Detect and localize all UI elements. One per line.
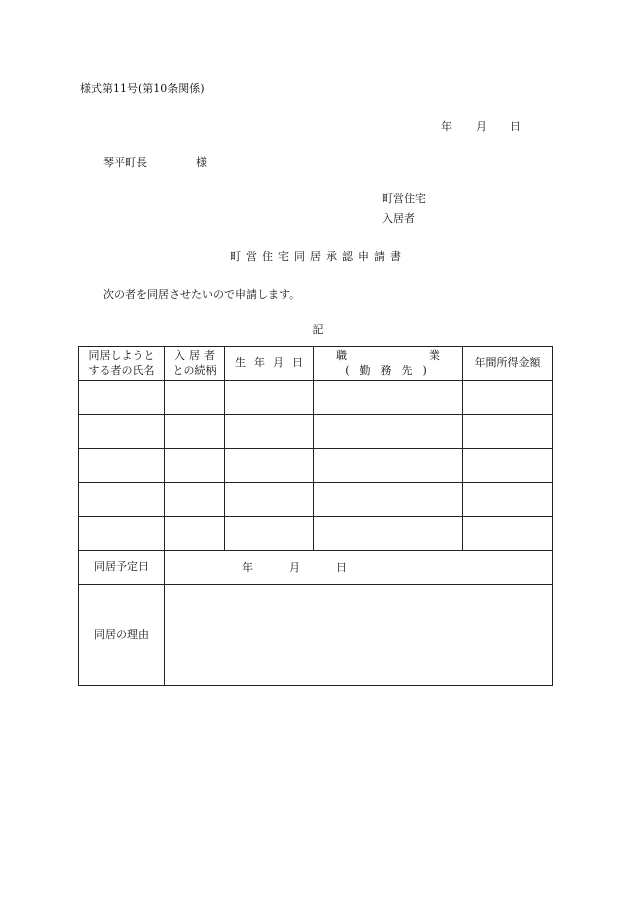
cell-relationship[interactable] [165,381,225,415]
cell-birthdate[interactable] [225,517,314,551]
header-birthdate [225,347,314,381]
applicant-label-line1: 町営住宅 [382,192,426,205]
form-number: 様式第11号(第10条関係) [80,82,205,95]
date-year-label: 年 [441,120,452,133]
cell-occupation[interactable] [314,381,463,415]
cell-birthdate[interactable] [225,483,314,517]
ki-marker: 記 [312,323,324,336]
schedule-year-label: 年 [242,561,253,574]
header-occupation-a: 職 [336,348,347,362]
header-relationship [165,347,225,381]
cell-birthdate[interactable] [225,381,314,415]
table-row [79,517,553,551]
cell-occupation[interactable] [314,415,463,449]
cell-income[interactable] [463,381,553,415]
application-table [78,346,553,686]
applicant-label-line2: 入居者 [382,212,415,225]
schedule-label: 同居予定日 [79,551,165,585]
cell-income[interactable] [463,415,553,449]
cell-birthdate[interactable] [225,449,314,483]
table-row [79,483,553,517]
cell-birthdate[interactable] [225,415,314,449]
cell-income[interactable] [463,483,553,517]
cell-relationship[interactable] [165,483,225,517]
addressee: 琴平町長 [103,156,147,169]
document-title: 町営住宅同居承認申請書 [230,250,406,263]
header-cohabitant-name [79,347,165,381]
header-relationship-line1: 入居者 [174,348,219,362]
cell-relationship[interactable] [165,449,225,483]
cell-occupation[interactable] [314,483,463,517]
header-occupation-b: 業 [429,348,440,362]
date-month-label: 月 [476,120,487,133]
table-row [79,381,553,415]
schedule-month-label: 月 [289,561,300,574]
table-row [79,415,553,449]
header-workplace: (勤務先) [345,363,437,377]
reason-label: 同居の理由 [79,585,165,686]
header-birthdate-label: 生年月日 [235,356,311,370]
cell-name[interactable] [79,381,165,415]
date-day-label: 日 [510,120,521,133]
reason-row [79,585,553,686]
header-cohabitant-name-line2: する者の氏名 [88,363,155,377]
cell-income[interactable] [463,517,553,551]
schedule-day-label: 日 [336,561,347,574]
cell-name[interactable] [79,415,165,449]
schedule-row [79,551,553,585]
table-header-row [79,347,553,381]
intro-text: 次の者を同居させたいので申請します。 [103,288,301,301]
cell-income[interactable] [463,449,553,483]
table-row [79,449,553,483]
schedule-date-field[interactable] [165,551,553,585]
cell-name[interactable] [79,449,165,483]
header-occupation [314,347,463,381]
cell-name[interactable] [79,517,165,551]
cell-name[interactable] [79,483,165,517]
reason-field[interactable] [165,585,553,686]
cell-relationship[interactable] [165,517,225,551]
cell-relationship[interactable] [165,415,225,449]
cell-occupation[interactable] [314,449,463,483]
cell-occupation[interactable] [314,517,463,551]
addressee-honorific: 様 [196,156,207,169]
header-annual-income: 年間所得金額 [463,347,553,381]
header-cohabitant-name-line1: 同居しようと [88,348,155,362]
header-relationship-line2: との続柄 [172,363,217,377]
